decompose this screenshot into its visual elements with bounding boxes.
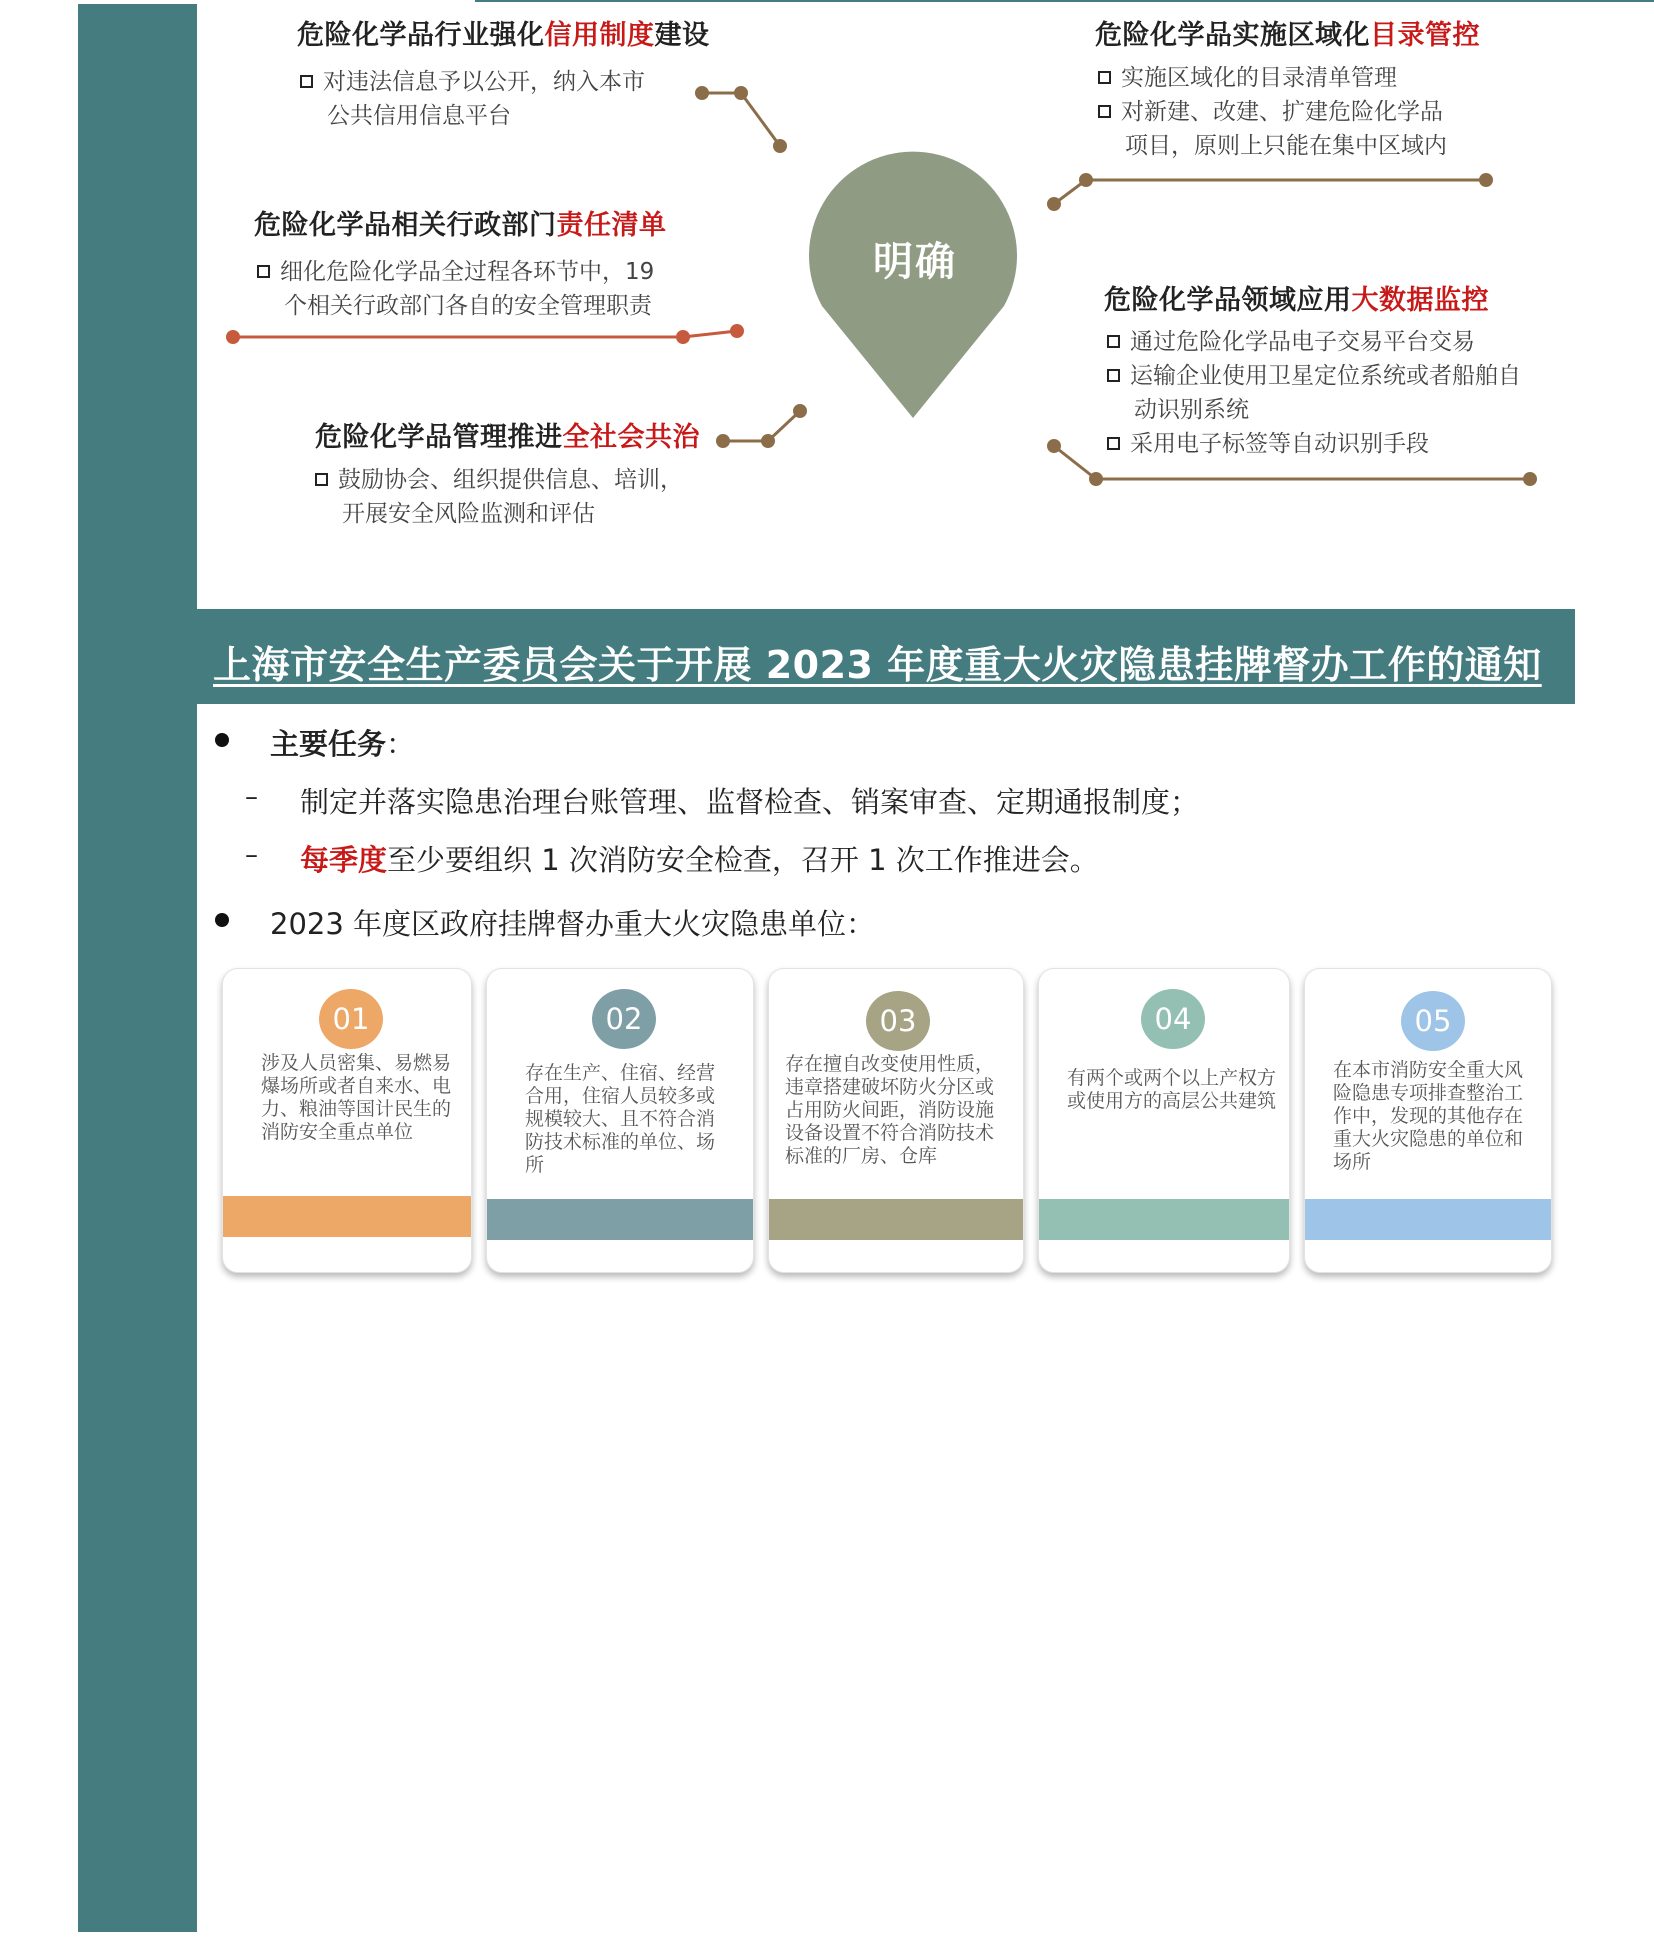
checkbox-square-icon bbox=[315, 473, 328, 486]
block-credit-title: 危险化学品行业强化信用制度建设 bbox=[297, 20, 710, 51]
block-bigdata-line-4: 采用电子标签等自动识别手段 bbox=[1107, 427, 1429, 461]
dash-marker: – bbox=[245, 840, 258, 870]
unit-card-05 bbox=[1304, 968, 1552, 1273]
units-heading: 2023 年度区政府挂牌督办重大火灾隐患单位： bbox=[270, 907, 876, 941]
checkbox-square-icon bbox=[257, 265, 270, 278]
block-responsibility-title: 危险化学品相关行政部门责任清单 bbox=[254, 210, 667, 241]
checkbox-square-icon bbox=[1107, 369, 1120, 382]
card-description: 存在生产、住宿、经营合用，住宿人员较多或规模较大、且不符合消防技术标准的单位、场所 bbox=[525, 1062, 716, 1176]
block-catalog-line-3: 项目，原则上只能在集中区域内 bbox=[1125, 133, 1447, 159]
task-item-2: 每季度至少要组织 1 次消防安全检查，召开 1 次工作推进会。 bbox=[300, 843, 1099, 877]
unit-card-04 bbox=[1038, 968, 1290, 1273]
card-number-badge: 05 bbox=[1401, 991, 1465, 1051]
block-responsibility-line-2: 个相关行政部门各自的安全管理职责 bbox=[284, 293, 652, 319]
card-description: 在本市消防安全重大风险隐患专项排查整治工作中，发现的其他存在重大火灾隐患的单位和场所 bbox=[1333, 1059, 1524, 1173]
block-bigdata-line-2: 运输企业使用卫星定位系统或者船舶自 bbox=[1107, 359, 1521, 393]
card-description: 涉及人员密集、易燃易爆场所或者自来水、电力、粮油等国计民生的消防安全重点单位 bbox=[261, 1052, 452, 1143]
block-cogovernance-line-2: 开展安全风险监测和评估 bbox=[342, 501, 595, 527]
main-tasks-heading: 主要任务： bbox=[270, 727, 416, 761]
checkbox-square-icon bbox=[1107, 437, 1120, 450]
block-cogovernance-line-1: 鼓励协会、组织提供信息、培训， bbox=[315, 463, 683, 497]
notice-banner-title: 上海市安全生产委员会关于开展 2023 年度重大火灾隐患挂牌督办工作的通知 bbox=[213, 643, 1542, 687]
block-bigdata-line-3: 动识别系统 bbox=[1134, 397, 1249, 423]
checkbox-square-icon bbox=[1098, 105, 1111, 118]
center-pin-label: 明确 bbox=[873, 239, 957, 285]
checkbox-square-icon bbox=[1107, 335, 1120, 348]
bullet-dot-icon bbox=[215, 913, 229, 927]
bullet-dot-icon bbox=[215, 733, 229, 747]
card-color-bar bbox=[487, 1199, 753, 1240]
card-number-badge: 02 bbox=[592, 989, 656, 1049]
block-credit-line-1: 对违法信息予以公开，纳入本市 bbox=[300, 65, 645, 99]
block-catalog-line-2: 对新建、改建、扩建危险化学品 bbox=[1098, 95, 1443, 129]
block-bigdata-title: 危险化学品领域应用大数据监控 bbox=[1104, 285, 1489, 316]
unit-card-02 bbox=[486, 968, 754, 1273]
card-color-bar bbox=[223, 1196, 471, 1237]
block-bigdata-line-1: 通过危险化学品电子交易平台交易 bbox=[1107, 325, 1475, 359]
card-color-bar bbox=[1039, 1199, 1289, 1240]
block-catalog-line-1: 实施区域化的目录清单管理 bbox=[1098, 61, 1397, 95]
dash-marker: – bbox=[245, 782, 258, 812]
checkbox-square-icon bbox=[300, 75, 313, 88]
card-description: 有两个或两个以上产权方或使用方的高层公共建筑 bbox=[1067, 1067, 1277, 1112]
block-credit-line-2: 公共信用信息平台 bbox=[327, 103, 511, 129]
card-color-bar bbox=[1305, 1199, 1551, 1240]
card-number-badge: 03 bbox=[866, 991, 930, 1051]
card-number-badge: 04 bbox=[1141, 989, 1205, 1049]
block-cogovernance-title: 危险化学品管理推进全社会共治 bbox=[315, 422, 700, 453]
checkbox-square-icon bbox=[1098, 71, 1111, 84]
card-number-badge: 01 bbox=[319, 989, 383, 1049]
card-description: 存在擅自改变使用性质，违章搭建破坏防火分区或占用防火间距，消防设施设备设置不符合消防技术标准的厂房、仓库 bbox=[785, 1053, 995, 1167]
unit-card-01 bbox=[222, 968, 472, 1273]
block-responsibility-line-1: 细化危险化学品全过程各环节中，19 bbox=[257, 255, 654, 289]
task-item-1: 制定并落实隐患治理台账管理、监督检查、销案审查、定期通报制度； bbox=[300, 785, 1200, 819]
card-color-bar bbox=[769, 1199, 1023, 1240]
unit-card-03 bbox=[768, 968, 1024, 1273]
block-catalog-title: 危险化学品实施区域化目录管控 bbox=[1095, 20, 1480, 51]
